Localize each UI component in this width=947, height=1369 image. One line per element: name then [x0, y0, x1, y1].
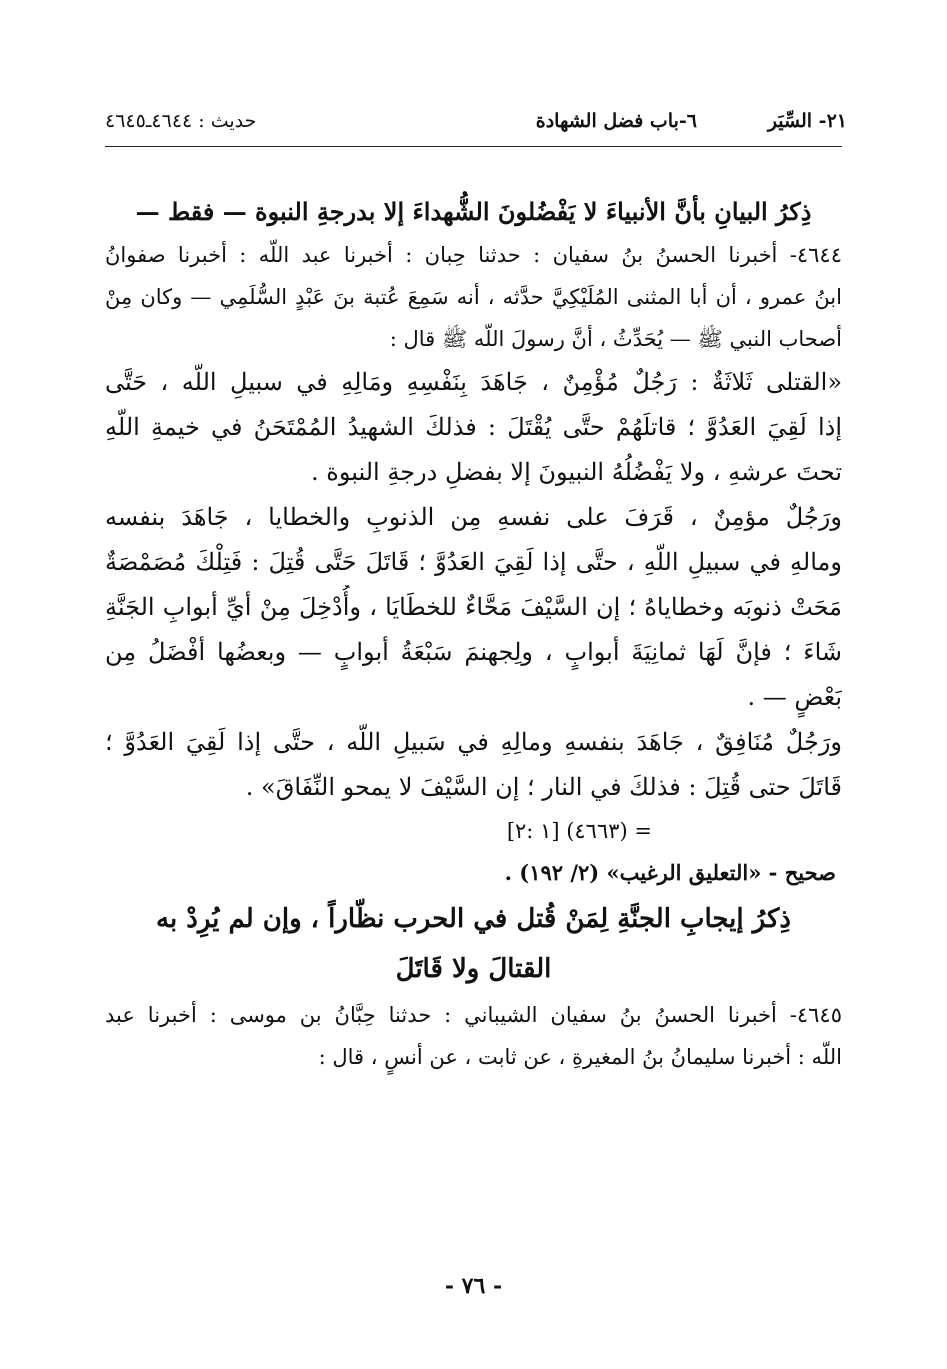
section-title-2	[105, 894, 842, 994]
text-line: بَعْضٍ — .	[747, 683, 842, 711]
matn-paragraph-1	[105, 360, 842, 495]
text-line: قَاتَلَ حتى قُتِلَ : فذلكَ في النار ؛ إن السَّيْفَ لا يمحو النِّفَاقَ» .	[245, 773, 842, 801]
text-line: إذا لَقِيَ العَدُوَّ ؛ قاتلَهُمْ حتَّى يُقْتَلَ : فذلكَ الشهيدُ المُمْتَحَنُ في خيمةِ اللّهِ	[105, 413, 842, 441]
matn-paragraph-3	[105, 720, 842, 810]
grading-note: صحيح - «التعليق الرغيب» (٢/ ١٩٢) .	[504, 860, 836, 885]
text-line: أصحاب النبي ﷺ — يُحَدِّثُ ، أنَّ رسولَ اللّه ﷺ قال :	[389, 327, 842, 351]
running-header-chapter: ٦-باب فضل الشهادة	[535, 110, 697, 132]
isnad-4644	[105, 234, 842, 360]
text-line: ورَجُلٌ مؤمِنٌ ، قَرَفَ على نفسهِ مِن الذنوبِ والخطايا ، جَاهَدَ بنفسه	[105, 503, 842, 531]
text-line: ورَجُلٌ مُنَافِقٌ ، جَاهَدَ بنفسهِ ومالِهِ في سَبيلِ اللّه ، حتَّى إذا لَقِيَ العَدُوَّ ؛	[105, 728, 842, 756]
text-line: اللّه : أخبرنا سليمانُ بنُ المغيرةِ ، عن ثابت ، عن أنسٍ ، قال :	[318, 1045, 842, 1069]
header-rule	[105, 146, 842, 147]
text-line: ابنُ عمرو ، أن أبا المثنى المُلَيْكِيَّ حدَّثه ، أنه سَمِعَ عُتبة بنَ عَبْدٍ السُّلَمِي — وكان مِنْ	[105, 285, 842, 309]
text-line: شَاءَ ؛ فإنَّ لَهَا ثمانِيَةَ أبوابٍ ، ولِجهنمَ سَبْعَةُ أبوابٍ — وبعضُها أفْضَلُ مِن	[105, 638, 842, 666]
text-line: تحتَ عرشهِ ، ولا يَفْضُلُهُ النبيونَ إلا بفضلِ درجةِ النبوة .	[311, 458, 842, 486]
running-header-book: ٢١- السِّيَر	[767, 110, 847, 132]
page-number: - ٧٦ -	[444, 1273, 503, 1299]
text-line: ٤٦٤٤- أخبرنا الحسنُ بنُ سفيان : حدثنا حِبان : أخبرنا عبد اللّه : أخبرنا صفوانُ	[105, 243, 842, 267]
section-title-line: القتالَ ولا قَاتَلَ	[395, 954, 552, 984]
text-line: ومالهِ في سبيلِ اللّهِ ، حتَّى إذا لَقِيَ العَدُوَّ ؛ قَاتَلَ حَتَّى قُتِلَ : فَتِلْكَ مُصَمْصَةٌ	[105, 548, 842, 576]
cross-reference: = (٤٦٦٣) [١ :٢]	[506, 819, 652, 843]
running-header-hadith-range: حديث : ٤٦٤٤ـ٤٦٤٥	[105, 110, 257, 132]
section-title: ذِكرُ البيانِ بأنَّ الأنبياءَ لا يَفْضُلونَ الشُّهداءَ إلا بدرجةِ النبوة — فقط —	[135, 197, 812, 226]
section-title-line: ذِكرُ إيجابِ الجنَّةِ لِمَنْ قُتل في الحرب نظّاراً ، وإن لم يُرِدْ به	[156, 904, 791, 934]
text-line: «القتلى ثَلاثَةٌ : رَجُلٌ مُؤْمِنٌ ، جَاهَدَ بِنَفْسِهِ ومَالِهِ في سبيلِ اللّه ، حَتَّى	[105, 368, 842, 396]
main-text	[105, 190, 842, 1078]
text-line: ٤٦٤٥- أخبرنا الحسنُ بنُ سفيان الشيباني : حدثنا حِبَّانُ بن موسى : أخبرنا عبد	[105, 1003, 842, 1027]
matn-paragraph-2	[105, 495, 842, 720]
isnad-4645	[105, 994, 842, 1078]
text-line: مَحَتْ ذنوبَه وخطاياهُ ؛ إن السَّيْفَ مَحَّاءٌ للخطَايَا ، وأُدْخِلَ مِنْ أيِّ أبوابِ الجَنَّةِ	[105, 593, 842, 621]
